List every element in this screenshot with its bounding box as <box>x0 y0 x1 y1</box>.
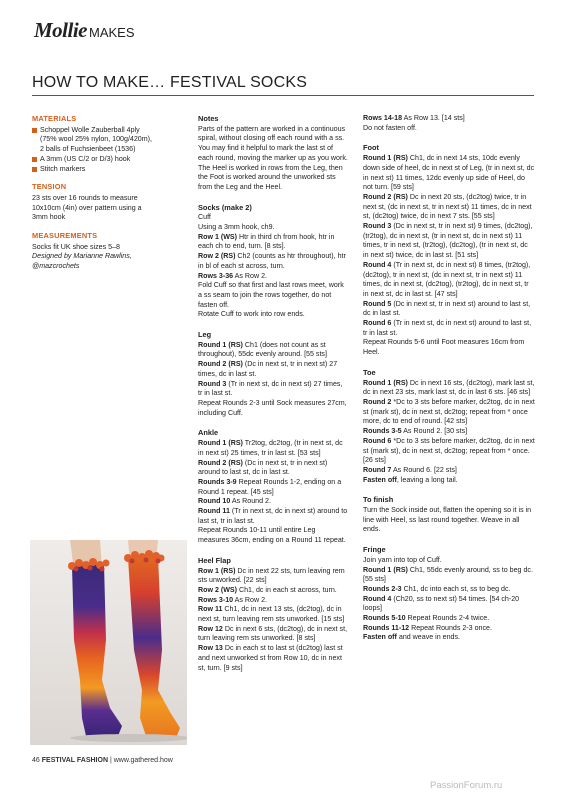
materials-item: Schoppel Wolle Zauberball 4ply (75% wool 25% nylon, 100g/420m), 2 balls of Fuchsienbeet (1536) <box>32 126 157 155</box>
pattern-step: Join yarn into top of Cuff. <box>363 555 442 564</box>
heel-steps <box>198 567 348 674</box>
pattern-step: Round 1 (RS) Tr2tog, dc2tog, (tr in next st, dc in next st) 25 times, tr in last st. [53 sts] <box>198 439 343 457</box>
toe-heading: Toe <box>363 367 376 377</box>
pattern-step: Row 2 (WS) Ch1, dc in each st across, turn. <box>198 585 337 594</box>
finish-text: Turn the Sock inside out, flatten the opening so it is in line with Heel, ss last round together. Weave in all ends. <box>363 506 532 534</box>
notes-heading: Notes <box>198 114 219 123</box>
watermark: PassionForum.ru <box>430 780 503 791</box>
pattern-step: Round 6 *Dc to 3 sts before marker, dc2tog, dc in next st (mark st), dc in next st, dc2tog; repeat from * once. [26 sts] <box>363 436 535 465</box>
pattern-step: Repeat Rounds 2-3 until Sock measures 27cm, including Cuff. <box>198 398 347 417</box>
section-name: FESTIVAL FASHION <box>41 757 108 764</box>
materials-heading: MATERIALS <box>32 114 77 123</box>
pattern-step: Round 4 (Ch20, ss to next st) 54 times. [54 ch-20 loops] <box>363 594 520 613</box>
pattern-step: Round 1 (RS) Ch1, dc in next 14 sts, 10dc evenly down side of heel, dc in next st of Leg, (tr in next st, dc in next st) 11 times, 12dc evenly up side of Heel, do not turn. [59 sts] <box>363 154 535 192</box>
notes-text: Parts of the pattern are worked in a continuous spiral, without closing off each round with a ss. You may find it helpful to mark the last st of each round, moving the marker up as you work. <box>198 124 348 162</box>
pattern-step: Rounds 3-9 Repeat Rounds 1-2, ending on a Round 1 repeat. [45 sts] <box>198 477 342 496</box>
pattern-step: Round 3 (Dc in next st, tr in next st) 9 times, (dc2tog), (tr2tog), dc in next st, (tr in next st, dc in next st) 11 times, tr in next st, (tr2tog), (dc2tog), (tr in next st, dc in next st) twice, dc in last st. [51 sts] <box>363 222 533 260</box>
pattern-step: Round 7 As Round 6. [22 sts] <box>363 465 457 474</box>
notes-text-2: The Heel is worked in rows from the Leg, then the Foot is worked around the unworked sts from the Leg and the Heel. <box>198 163 343 191</box>
designer-credit: Designed by Marianne Rawlins, @mazcrochets <box>32 252 132 271</box>
brand-logo: Mollie <box>34 18 87 42</box>
column-pattern-1 <box>198 114 348 673</box>
socks-photo <box>30 540 187 745</box>
foot-steps <box>363 154 535 358</box>
column-materials <box>32 114 157 272</box>
leg-heading: Leg <box>198 330 212 340</box>
cuff-subheading: Cuff <box>198 213 211 222</box>
pattern-step: Rounds 5-10 Repeat Rounds 2-4 twice. <box>363 614 490 623</box>
pattern-step: Fasten off and weave in ends. <box>363 633 461 642</box>
pattern-step: Repeat Rounds 10-11 until entire Leg measures 36cm, ending on a Round 11 repeat. <box>198 526 346 545</box>
pattern-step: Round 11 (Tr in next st, dc in next st) around to last st, tr in last st. <box>198 507 348 525</box>
brand-makes: MAKES <box>89 25 135 40</box>
pattern-step: Round 5 (Dc in next st, tr in next st) around to last st, dc in last st. <box>363 299 531 318</box>
materials-item: A 3mm (US C/2 or D/3) hook <box>32 155 157 165</box>
pattern-step: Fasten off, leaving a long tail. <box>363 475 458 484</box>
pattern-step: Rounds 11-12 Repeat Rounds 2-3 once. <box>363 623 492 632</box>
cuff-steps <box>198 223 348 320</box>
pattern-step: Round 1 (RS) Ch1, 55dc evenly around, ss to beg dc. [55 sts] <box>363 565 533 584</box>
page-footer <box>32 757 173 764</box>
fringe-steps <box>363 556 535 643</box>
page-title: HOW TO MAKE… FESTIVAL SOCKS <box>32 74 308 91</box>
pattern-step: Row 2 (RS) Ch2 (counts as htr throughout), htr in bl of each st across, turn. <box>198 252 346 270</box>
brand-header <box>34 18 135 43</box>
pattern-step: Rounds 2-3 Ch1, dc into each st, ss to beg dc. <box>363 584 511 593</box>
pattern-step: Rounds 3-5 As Round 2. [30 sts] <box>363 427 468 436</box>
pattern-step: Using a 3mm hook, ch9. <box>198 223 275 232</box>
pattern-step: Rows 3-10 As Row 2. <box>198 595 267 604</box>
toe-steps <box>363 379 535 486</box>
leg-steps <box>198 341 348 419</box>
pattern-step: Round 6 (Tr in next st, dc in next st) around to last st, tr in last st. <box>363 319 532 337</box>
tension-heading: TENSION <box>32 182 67 192</box>
column-pattern-2 <box>363 114 535 643</box>
pattern-step: Rotate Cuff to work into row ends. <box>198 310 305 319</box>
materials-item: Stitch markers <box>32 165 157 175</box>
pattern-step: Round 10 As Round 2. <box>198 497 271 506</box>
pattern-step: Repeat Rounds 5-6 until Foot measures 16cm from Heel. <box>363 338 525 357</box>
pattern-step: Row 1 (WS) Htr in third ch from hook, htr in each ch to end, turn. [8 sts]. <box>198 232 335 251</box>
fringe-heading: Fringe <box>363 545 386 555</box>
pattern-step: Rows 14-18 As Row 13. [14 sts] <box>363 114 465 122</box>
finish-heading: To finish <box>363 495 394 505</box>
measurements-text: Socks fit UK shoe sizes 5–8 <box>32 242 120 251</box>
pattern-step: Row 12 Dc in next 6 sts, (dc2tog), dc in next st, turn leaving rem sts unworked. [8 sts] <box>198 624 348 643</box>
materials-list <box>32 126 157 175</box>
pattern-step: Row 13 Dc in each st to last st (dc2tog) last st and next unworked st from Row 10, dc in next st, turn. [9 sts] <box>198 644 343 672</box>
ankle-steps <box>198 439 348 546</box>
pattern-step: Round 2 (RS) (Dc in next st, tr in next st) around to last st, dc in last st. <box>198 458 328 477</box>
measurements-heading: MEASUREMENTS <box>32 231 98 241</box>
pattern-step: Round 2 *Dc to 3 sts before marker, dc2tog, dc in next st (mark st), dc in next st, dc2tog; repeat from * once more, dc to end of round. [42 sts] <box>363 397 535 426</box>
page-number: 46 <box>32 757 40 764</box>
pattern-step: Round 4 (Tr in next st, dc in next st) 8 times, (tr2tog), (dc2tog), tr in next st, (dc in next st, tr in next st) 11 times, dc in next st, (dc2tog), (tr2tog), dc in next st, tr in next st, dc in last st. [47 sts] <box>363 260 531 298</box>
pattern-step: Round 3 (Tr in next st, dc in next st) 27 times, tr in last st. <box>198 379 343 398</box>
tension-text: 23 sts over 16 rounds to measure 10x10cm (4in) over pattern using a 3mm hook <box>32 193 142 222</box>
pattern-step: Round 1 (RS) Dc in next 16 sts, (dc2tog), mark last st, dc in next 23 sts, mark last st, dc in last 6 sts. [46 sts] <box>363 378 535 397</box>
heel-continued <box>363 114 535 133</box>
heel-heading: Heel Flap <box>198 555 231 565</box>
footer-url: | www.gathered.how <box>109 757 173 764</box>
foot-heading: Foot <box>363 143 380 153</box>
pattern-step: Fold Cuff so that first and last rows meet, work a ss seam to join the rows together, do not fasten off. <box>198 281 344 309</box>
pattern-step: Round 2 (RS) Dc in next 20 sts, (dc2tog) twice, tr in next st, (dc in next st, tr in next st) 11 times, dc in next st, (dc2tog) twice, dc in next 7 sts. [55 sts] <box>363 192 532 221</box>
pattern-step: Row 11 Ch1, dc in next 13 sts, (dc2tog), dc in next st, turn leaving rem sts unworked. [15 sts] <box>198 605 345 624</box>
pattern-step: Round 1 (RS) Ch1 (does not count as st throughout), 55dc evenly around. [55 sts] <box>198 340 327 359</box>
ankle-heading: Ankle <box>198 428 219 438</box>
pattern-step: Round 2 (RS) (Dc in next st, tr in next st) 27 times, dc in last st. <box>198 360 338 378</box>
pattern-step: Do not fasten off. <box>363 123 417 132</box>
pattern-step: Rows 3-36 As Row 2. <box>198 271 267 280</box>
title-bar <box>32 74 534 96</box>
pattern-step: Row 1 (RS) Dc in next 22 sts, turn leaving rem sts unworked. [22 sts] <box>198 566 345 585</box>
socks-heading: Socks (make 2) <box>198 202 252 212</box>
